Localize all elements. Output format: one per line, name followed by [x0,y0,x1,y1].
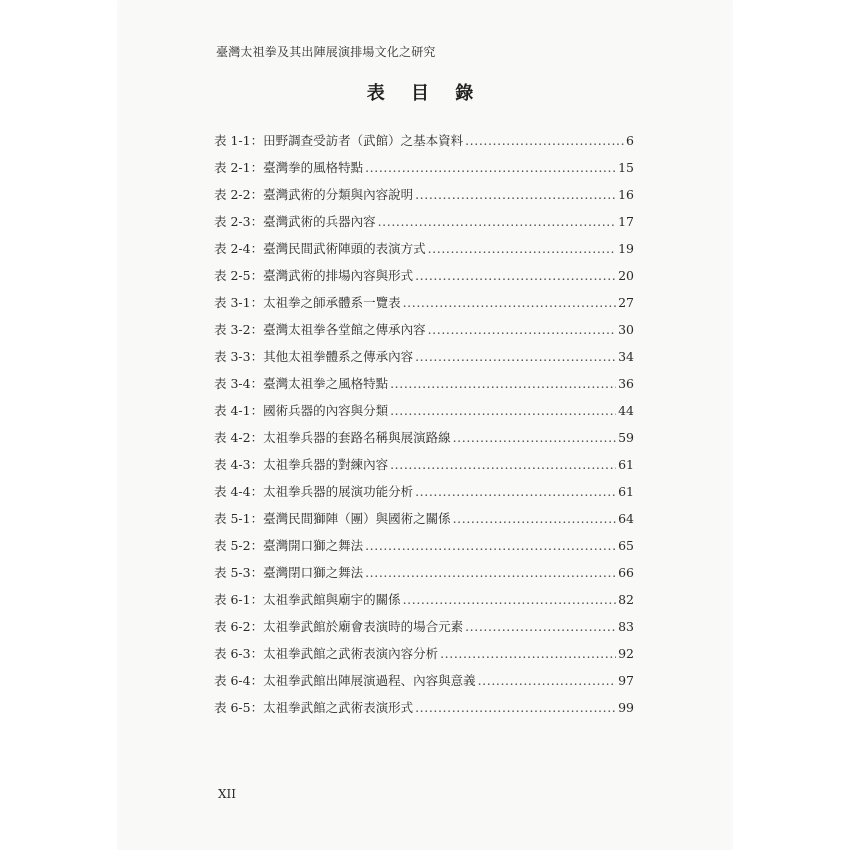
dot-leader [428,235,616,262]
toc-entry-label: 表 4-1：國術兵器的內容與分類 [214,403,389,418]
toc-entry-label: 表 5-2：臺灣開口獅之舞法 [214,538,364,553]
dot-leader [403,289,616,316]
toc-entry-label: 表 5-1：臺灣民間獅陣（團）與國術之關係 [214,511,451,526]
toc-entry-page: 59 [618,430,634,445]
dot-leader [415,694,616,721]
toc-entry [214,424,634,451]
toc-entry-page: 99 [618,700,634,715]
toc-entry-label: 表 2-1：臺灣拳的風格特點 [214,160,364,175]
toc-entry [214,559,634,586]
toc-entry-page: 83 [618,619,634,634]
page-title: 表 目 錄 [366,83,484,104]
toc-entry-page: 6 [626,133,634,148]
toc-entry [214,208,634,235]
toc-entry [214,667,634,694]
dot-leader [390,397,616,424]
dot-leader [453,505,616,532]
toc-entry [214,532,634,559]
toc-entry-page: 66 [618,565,634,580]
toc-entry [214,640,634,667]
toc-entry-page: 61 [618,457,634,472]
toc-entry [214,505,634,532]
toc-entry-label: 表 2-2：臺灣武術的分類與內容說明 [214,187,414,202]
toc-entry-label: 表 3-1：太祖拳之師承體系一覽表 [214,295,401,310]
toc-entry-label: 表 2-3：臺灣武術的兵器內容 [214,214,376,229]
toc-entry-label: 表 4-3：太祖拳兵器的對練內容 [214,457,389,472]
dot-leader [365,154,616,181]
toc-entry [214,316,634,343]
toc-entry [214,181,634,208]
toc-entry-page: 97 [618,673,634,688]
toc-entry [214,343,634,370]
toc-entry-page: 65 [618,538,634,553]
toc-entry-page: 17 [618,214,634,229]
dot-leader [415,181,616,208]
dot-leader [415,262,616,289]
dot-leader [403,586,616,613]
dot-leader [465,127,624,154]
document-page [118,0,732,850]
dot-leader [390,451,616,478]
toc-entry [214,613,634,640]
dot-leader [390,370,616,397]
toc-entry-page: 20 [618,268,634,283]
toc-entry [214,478,634,505]
toc-entry-page: 19 [618,241,634,256]
toc-entry-page: 34 [618,349,634,364]
toc-entry [214,235,634,262]
dot-leader [440,640,616,667]
toc-entry-label: 表 3-2：臺灣太祖拳各堂館之傳承內容 [214,322,426,337]
toc-entry [214,289,634,316]
dot-leader [415,478,616,505]
toc-entry-label: 表 6-1：太祖拳武館與廟宇的關係 [214,592,401,607]
toc-entry-label: 表 6-2：太祖拳武館於廟會表演時的場合元素 [214,619,464,634]
toc-entry-label: 表 4-4：太祖拳兵器的展演功能分析 [214,484,414,499]
toc-entry-label: 表 3-4：臺灣太祖拳之風格特點 [214,376,389,391]
dot-leader [453,424,616,451]
toc-entry [214,127,634,154]
toc-entry-label: 表 6-3：太祖拳武館之武術表演內容分析 [214,646,439,661]
page-number: XII [218,787,237,801]
dot-leader [378,208,616,235]
toc-entry-label: 表 2-5：臺灣武術的排場內容與形式 [214,268,414,283]
toc-entry [214,262,634,289]
toc-entry-page: 27 [618,295,634,310]
dot-leader [478,667,616,694]
toc-entry-label: 表 6-4：太祖拳武館出陣展演過程、內容與意義 [214,673,476,688]
toc-entry-label: 表 6-5：太祖拳武館之武術表演形式 [214,700,414,715]
toc-entry-label: 表 5-3：臺灣閉口獅之舞法 [214,565,364,580]
dot-leader [428,316,616,343]
dot-leader [365,532,616,559]
toc-entry [214,397,634,424]
dot-leader [365,559,616,586]
toc-entry-page: 30 [618,322,634,337]
toc-entry [214,154,634,181]
running-header: 臺灣太祖拳及其出陣展演排場文化之研究 [216,45,436,59]
toc-entry-label: 表 3-3：其他太祖拳體系之傳承內容 [214,349,414,364]
toc-entry-page: 44 [618,403,634,418]
toc-entry [214,586,634,613]
toc-entry-page: 36 [618,376,634,391]
toc-entry [214,694,634,721]
toc-entry [214,370,634,397]
toc-entry-page: 16 [618,187,634,202]
toc-entry-page: 64 [618,511,634,526]
toc-entry-page: 15 [618,160,634,175]
toc-entry-label: 表 2-4：臺灣民間武術陣頭的表演方式 [214,241,426,256]
table-of-tables-list [214,127,634,721]
toc-entry-page: 92 [618,646,634,661]
toc-entry-page: 82 [618,592,634,607]
dot-leader [415,343,616,370]
toc-entry-label: 表 4-2：太祖拳兵器的套路名稱與展演路線 [214,430,451,445]
toc-entry [214,451,634,478]
dot-leader [465,613,616,640]
toc-entry-label: 表 1-1：田野調查受訪者（武館）之基本資料 [214,133,464,148]
toc-entry-page: 61 [618,484,634,499]
